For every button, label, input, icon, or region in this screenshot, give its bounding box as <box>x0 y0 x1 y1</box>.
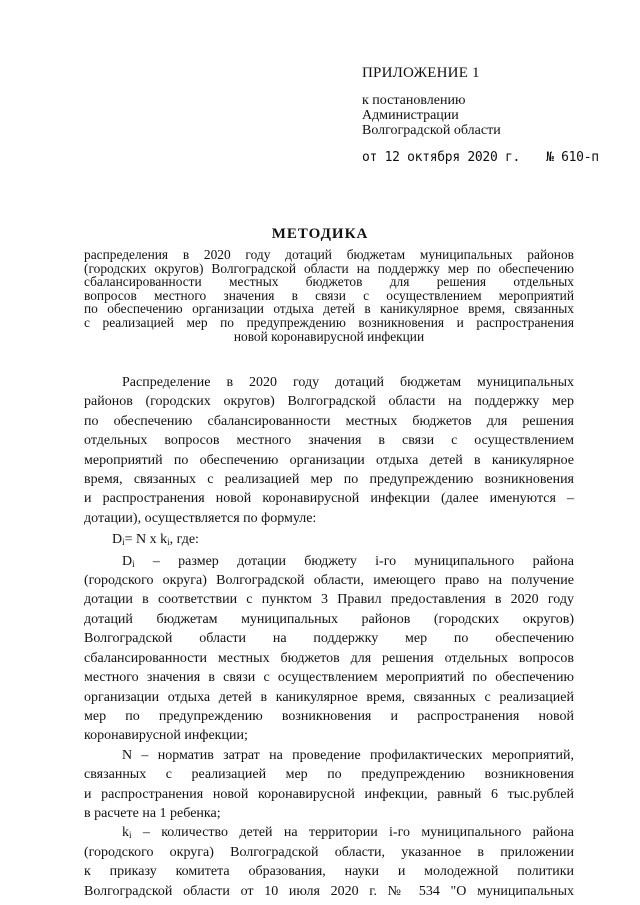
subtitle-line: распределения в 2020 году дотаций бюджетам муниципальных районов <box>84 247 574 262</box>
subtitle-line: вопросов местного значения в связи с осуществлением мероприятий <box>84 287 574 303</box>
definition-di-line: дотаций бюджетам муниципальных районов (городских округов) <box>84 611 574 627</box>
definition-n-line: связанных с реализацией мер по предупреждению возникновения <box>84 767 574 783</box>
paragraph-line: отдельных вопросов местного значения в связи с осуществлением <box>84 433 574 449</box>
subtitle-line: с реализацией мер по предупреждению возникновения и распространения <box>84 314 574 330</box>
subtitle-line: по обеспечению организации отдыха детей в каникулярное время, связанных <box>84 301 574 317</box>
definition-n-line: N – норматив затрат на проведение профилактических мероприятий, <box>122 747 574 763</box>
paragraph-line: по обеспечению сбалансированности местных бюджетов для решения <box>84 413 574 429</box>
appendix-header <box>362 66 599 165</box>
header-line: Волгоградской области <box>362 123 501 138</box>
formula: $D_i= N$ x $k_i$, где: <box>112 532 199 548</box>
definition-k-line: $k_i$ – количество детей на территории i-го муниципального района <box>122 825 574 841</box>
header-line: Администрации <box>362 108 459 123</box>
definition-di-line: мер по предупреждению возникновения и распространения новой <box>84 708 574 724</box>
definition-di-line: коронавирусной инфекции; <box>84 728 248 744</box>
document-body <box>84 373 574 901</box>
definition-di-line: $D_i$ – размер дотации бюджету i-го муниципального района <box>122 553 574 569</box>
definition-k-line: к приказу комитета образования, науки и молодежной политики <box>84 864 574 880</box>
definition-k-line: (городского округа) Волгоградской области, указанное в приложении <box>84 844 574 860</box>
paragraph-line: и распространения новой коронавирусной инфекции (далее именуются – <box>84 491 574 507</box>
definition-di-line: организации отдыха детей в каникулярное время, связанных с реализацией <box>84 689 574 705</box>
appendix-title: ПРИЛОЖЕНИЕ 1 <box>362 65 480 81</box>
definition-di-line: (городского округа) Волгоградской области, имеющего право на получение <box>84 573 574 589</box>
paragraph-line: мероприятий по обеспечению организации отдыха детей в каникулярное <box>84 452 574 468</box>
definition-di-line: дотации в соответствии с пунктом 3 Правил предоставления в 2020 году <box>84 592 574 608</box>
definition-n-line: и распространения новой коронавирусной инфекции, равный 6 тыс.рублей <box>84 786 574 802</box>
definition-n-line: в расчете на 1 ребенка; <box>84 805 221 821</box>
subtitle-line: новой коронавирусной инфекции <box>233 328 425 344</box>
resolution-date-line <box>362 150 599 165</box>
resolution-number: № 610-п <box>546 150 599 165</box>
definition-di-line: местного значения в связи с осуществлением мероприятий по обеспечению <box>84 670 574 686</box>
subtitle-line: сбалансированности местных бюджетов для решения отдельных <box>84 274 574 290</box>
paragraph-line: дотации), осуществляется по формуле: <box>84 510 317 526</box>
definition-di-line: Волгоградской области на поддержку мер по обеспечению <box>84 631 574 647</box>
definition-di-line: сбалансированности местных бюджетов для решения отдельных вопросов <box>84 650 574 666</box>
resolution-date: от 12 октября 2020 г. <box>362 150 521 165</box>
paragraph-line: время, связанных с реализацией мер по предупреждению возникновения <box>84 472 574 488</box>
document-title: МЕТОДИКА <box>271 226 369 242</box>
document-subtitle <box>84 248 574 343</box>
subtitle-line: (городских округов) Волгоградской области на поддержку мер по обеспечению <box>84 260 574 276</box>
header-line: к постановлению <box>362 93 466 108</box>
definition-k-line: Волгоградской области от 10 июля 2020 г. № 534 "О муниципальных <box>84 883 574 899</box>
paragraph-line: районов (городских округов) Волгоградской области на поддержку мер <box>84 394 574 410</box>
paragraph-line: Распределение в 2020 году дотаций бюджетам муниципальных <box>122 375 574 390</box>
